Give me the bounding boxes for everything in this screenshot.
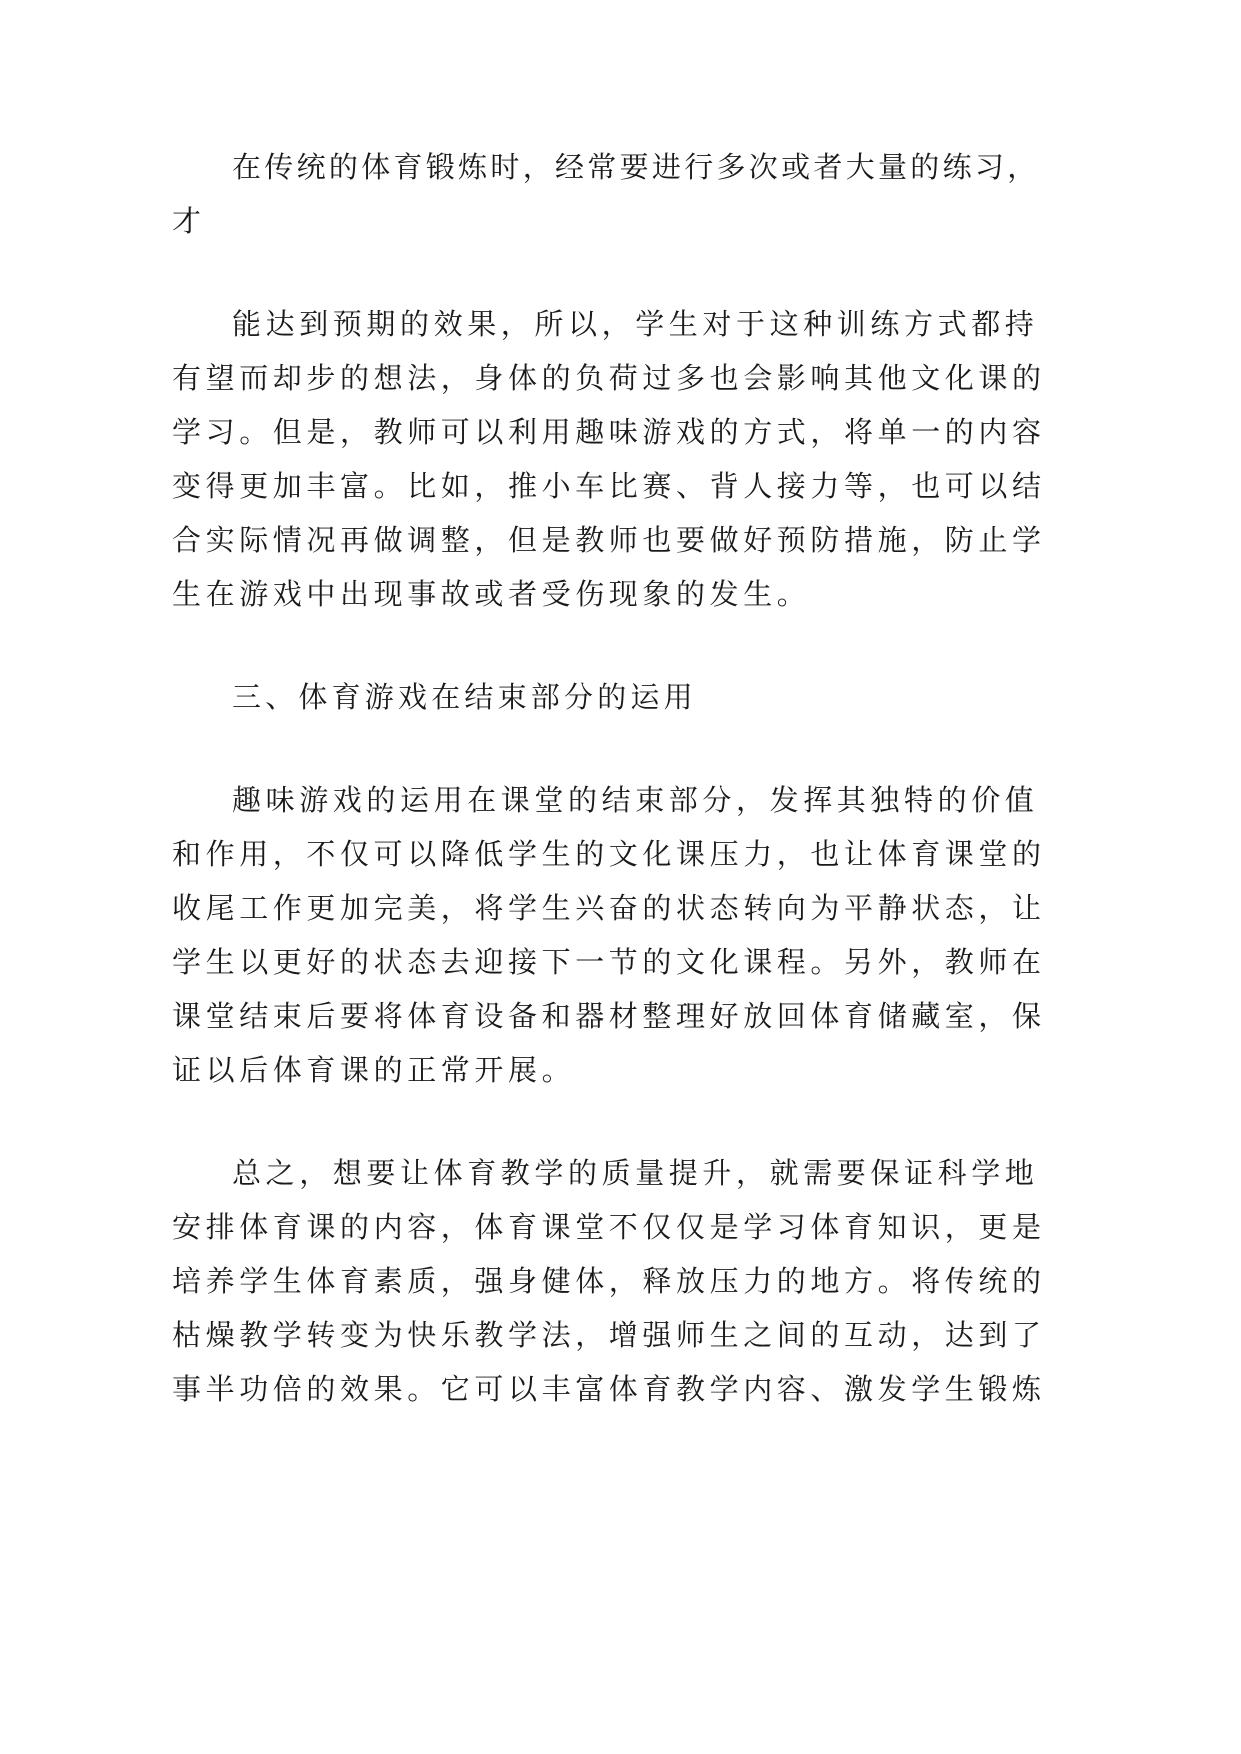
text-line: 和作用，不仅可以降低学生的文化课压力，也让体育课堂的 [172,837,1046,871]
text-line: 趣味游戏的运用在课堂的结束部分，发挥其独特的价值 [232,783,1039,817]
text-line: 合实际情况再做调整，但是教师也要做好预防措施，防止学 [172,523,1046,557]
text-line: 证以后体育课的正常开展。 [172,1053,576,1087]
text-line: 学习。但是，教师可以利用趣味游戏的方式，将单一的内容 [172,415,1046,449]
text-line: 培养学生体育素质，强身健体，释放压力的地方。将传统的 [172,1264,1046,1298]
heading-text: 三、体育游戏在结束部分的运用 [232,680,697,714]
text-line: 才 [172,204,206,238]
text-line: 有望而却步的想法，身体的负荷过多也会影响其他文化课的 [172,361,1046,395]
text-line: 学生以更好的状态去迎接下一节的文化课程。另外，教师在 [172,945,1046,979]
text-line: 变得更加丰富。比如，推小车比赛、背人接力等，也可以结 [172,469,1046,503]
text-line: 安排体育课的内容，体育课堂不仅仅是学习体育知识，更是 [172,1210,1046,1244]
text-line: 能达到预期的效果，所以，学生对于这种训练方式都持 [232,307,1039,341]
text-line: 生在游戏中出现事故或者受伤现象的发生。 [172,577,811,611]
text-line: 课堂结束后要将体育设备和器材整理好放回体育储藏室，保 [172,999,1046,1033]
text-line: 总之，想要让体育教学的质量提升，就需要保证科学地 [232,1156,1039,1190]
text-line: 枯燥教学转变为快乐教学法，增强师生之间的互动，达到了 [172,1318,1046,1352]
text-line: 收尾工作更加完美，将学生兴奋的状态转向为平静状态，让 [172,891,1046,925]
text-line: 事半功倍的效果。它可以丰富体育教学内容、激发学生锻炼 [172,1372,1046,1406]
text-line: 在传统的体育锻炼时，经常要进行多次或者大量的练习， [232,150,1040,184]
